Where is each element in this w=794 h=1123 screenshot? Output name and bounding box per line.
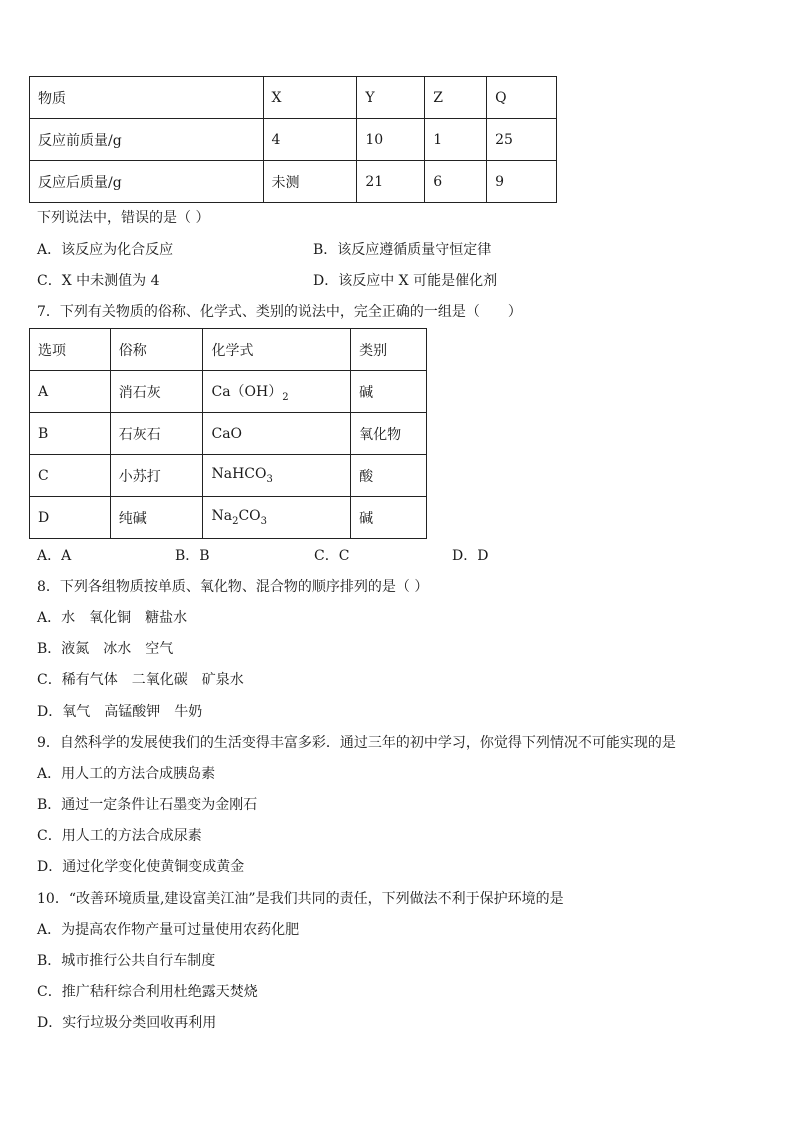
- table-cell: 1: [425, 119, 487, 161]
- q9-option-c[interactable]: C．用人工的方法合成尿素: [37, 828, 202, 844]
- table-cell: Z: [425, 77, 487, 119]
- q10-option-a[interactable]: A．为提高农作物产量可过量使用农药化肥: [37, 922, 300, 938]
- formula-text: Na: [211, 508, 233, 525]
- table-row: [30, 77, 557, 119]
- table-cell: 酸: [351, 455, 427, 497]
- q6-option-b[interactable]: B．该反应遵循质量守恒定律: [313, 242, 492, 258]
- q8-option-c[interactable]: C．稀有气体 二氧化碳 矿泉水: [37, 672, 244, 688]
- table-cell: 小苏打: [110, 455, 203, 497]
- table-cell: B: [30, 413, 111, 455]
- formula-cell: [203, 455, 351, 497]
- q7-option-d[interactable]: D．D: [452, 548, 489, 564]
- table-cell: 未测: [263, 161, 357, 203]
- q6-option-d[interactable]: D．该反应中 X 可能是催化剂: [313, 273, 498, 289]
- formula-text: Ca（OH）: [211, 383, 283, 400]
- q6-stem: 下列说法中，错误的是（ ）: [37, 210, 210, 226]
- q8-option-b[interactable]: B．液氮 冰水 空气: [37, 641, 174, 657]
- table-cell: A: [30, 371, 111, 413]
- q10-option-b[interactable]: B．城市推行公共自行车制度: [37, 953, 216, 969]
- formula-subscript: 2: [282, 391, 289, 403]
- table-cell: 6: [425, 161, 487, 203]
- q6-option-a[interactable]: A．该反应为化合反应: [37, 242, 174, 258]
- q6-option-c[interactable]: C．X 中未测值为 4: [37, 273, 160, 289]
- q9-option-a[interactable]: A．用人工的方法合成胰岛素: [37, 766, 216, 782]
- table-cell: 反应前质量/g: [30, 119, 264, 161]
- formula-text: CO: [238, 508, 261, 525]
- q9-stem: 9．自然科学的发展使我们的生活变得丰富多彩．通过三年的初中学习，你觉得下列情况不可能实现的是: [37, 735, 676, 751]
- q8-option-a[interactable]: A．水 氧化铜 糖盐水: [37, 610, 188, 626]
- q8-stem: 8．下列各组物质按单质、氧化物、混合物的顺序排列的是（ ）: [37, 579, 429, 595]
- formula-text: NaHCO: [211, 466, 267, 483]
- table-row: [30, 329, 427, 371]
- q9-option-d[interactable]: D．通过化学变化使黄铜变成黄金: [37, 859, 245, 875]
- formula-cell: [203, 371, 351, 413]
- q8-option-d[interactable]: D．氧气 高锰酸钾 牛奶: [37, 704, 203, 720]
- table-cell: 4: [263, 119, 357, 161]
- table-row: [30, 497, 427, 539]
- formula-subscript: 3: [266, 473, 273, 485]
- table-cell: 碱: [351, 497, 427, 539]
- q9-option-b[interactable]: B．通过一定条件让石墨变为金刚石: [37, 797, 258, 813]
- table-row: [30, 161, 557, 203]
- q7-option-b[interactable]: B．B: [175, 548, 210, 564]
- q7-option-c[interactable]: C．C: [314, 548, 350, 564]
- table-cell: C: [30, 455, 111, 497]
- table-row: [30, 371, 427, 413]
- table-cell: 纯碱: [110, 497, 203, 539]
- table-cell: 消石灰: [110, 371, 203, 413]
- formula-cell: [203, 497, 351, 539]
- q10-stem: 10．“改善环境质量,建设富美江油”是我们共同的责任，下列做法不利于保护环境的是: [37, 891, 564, 907]
- table-cell: 碱: [351, 371, 427, 413]
- q7-stem: 7．下列有关物质的俗称、化学式、类别的说法中，完全正确的一组是（ ）: [37, 304, 522, 320]
- mass-table: [29, 76, 557, 203]
- table-header-cell: 类别: [351, 329, 427, 371]
- q7-table: [29, 328, 427, 539]
- table-cell: 10: [357, 119, 425, 161]
- q10-option-d[interactable]: D．实行垃圾分类回收再利用: [37, 1015, 217, 1031]
- q7-option-a[interactable]: A．A: [37, 548, 72, 564]
- table-cell: Y: [357, 77, 425, 119]
- formula-subscript: 2: [232, 515, 239, 527]
- formula-cell: CaO: [203, 413, 351, 455]
- table-cell: D: [30, 497, 111, 539]
- table-header-cell: 化学式: [203, 329, 351, 371]
- q10-option-c[interactable]: C．推广秸秆综合利用杜绝露天焚烧: [37, 984, 258, 1000]
- table-header-cell: 俗称: [110, 329, 203, 371]
- table-cell: 反应后质量/g: [30, 161, 264, 203]
- table-cell: X: [263, 77, 357, 119]
- table-cell: 21: [357, 161, 425, 203]
- table-cell: 石灰石: [110, 413, 203, 455]
- table-row: [30, 119, 557, 161]
- table-cell: 物质: [30, 77, 264, 119]
- table-cell: 9: [487, 161, 557, 203]
- table-cell: 25: [487, 119, 557, 161]
- table-cell: Q: [487, 77, 557, 119]
- formula-subscript: 3: [260, 515, 268, 527]
- table-header-cell: 选项: [30, 329, 111, 371]
- table-cell: 氧化物: [351, 413, 427, 455]
- table-row: [30, 413, 427, 455]
- table-row: [30, 455, 427, 497]
